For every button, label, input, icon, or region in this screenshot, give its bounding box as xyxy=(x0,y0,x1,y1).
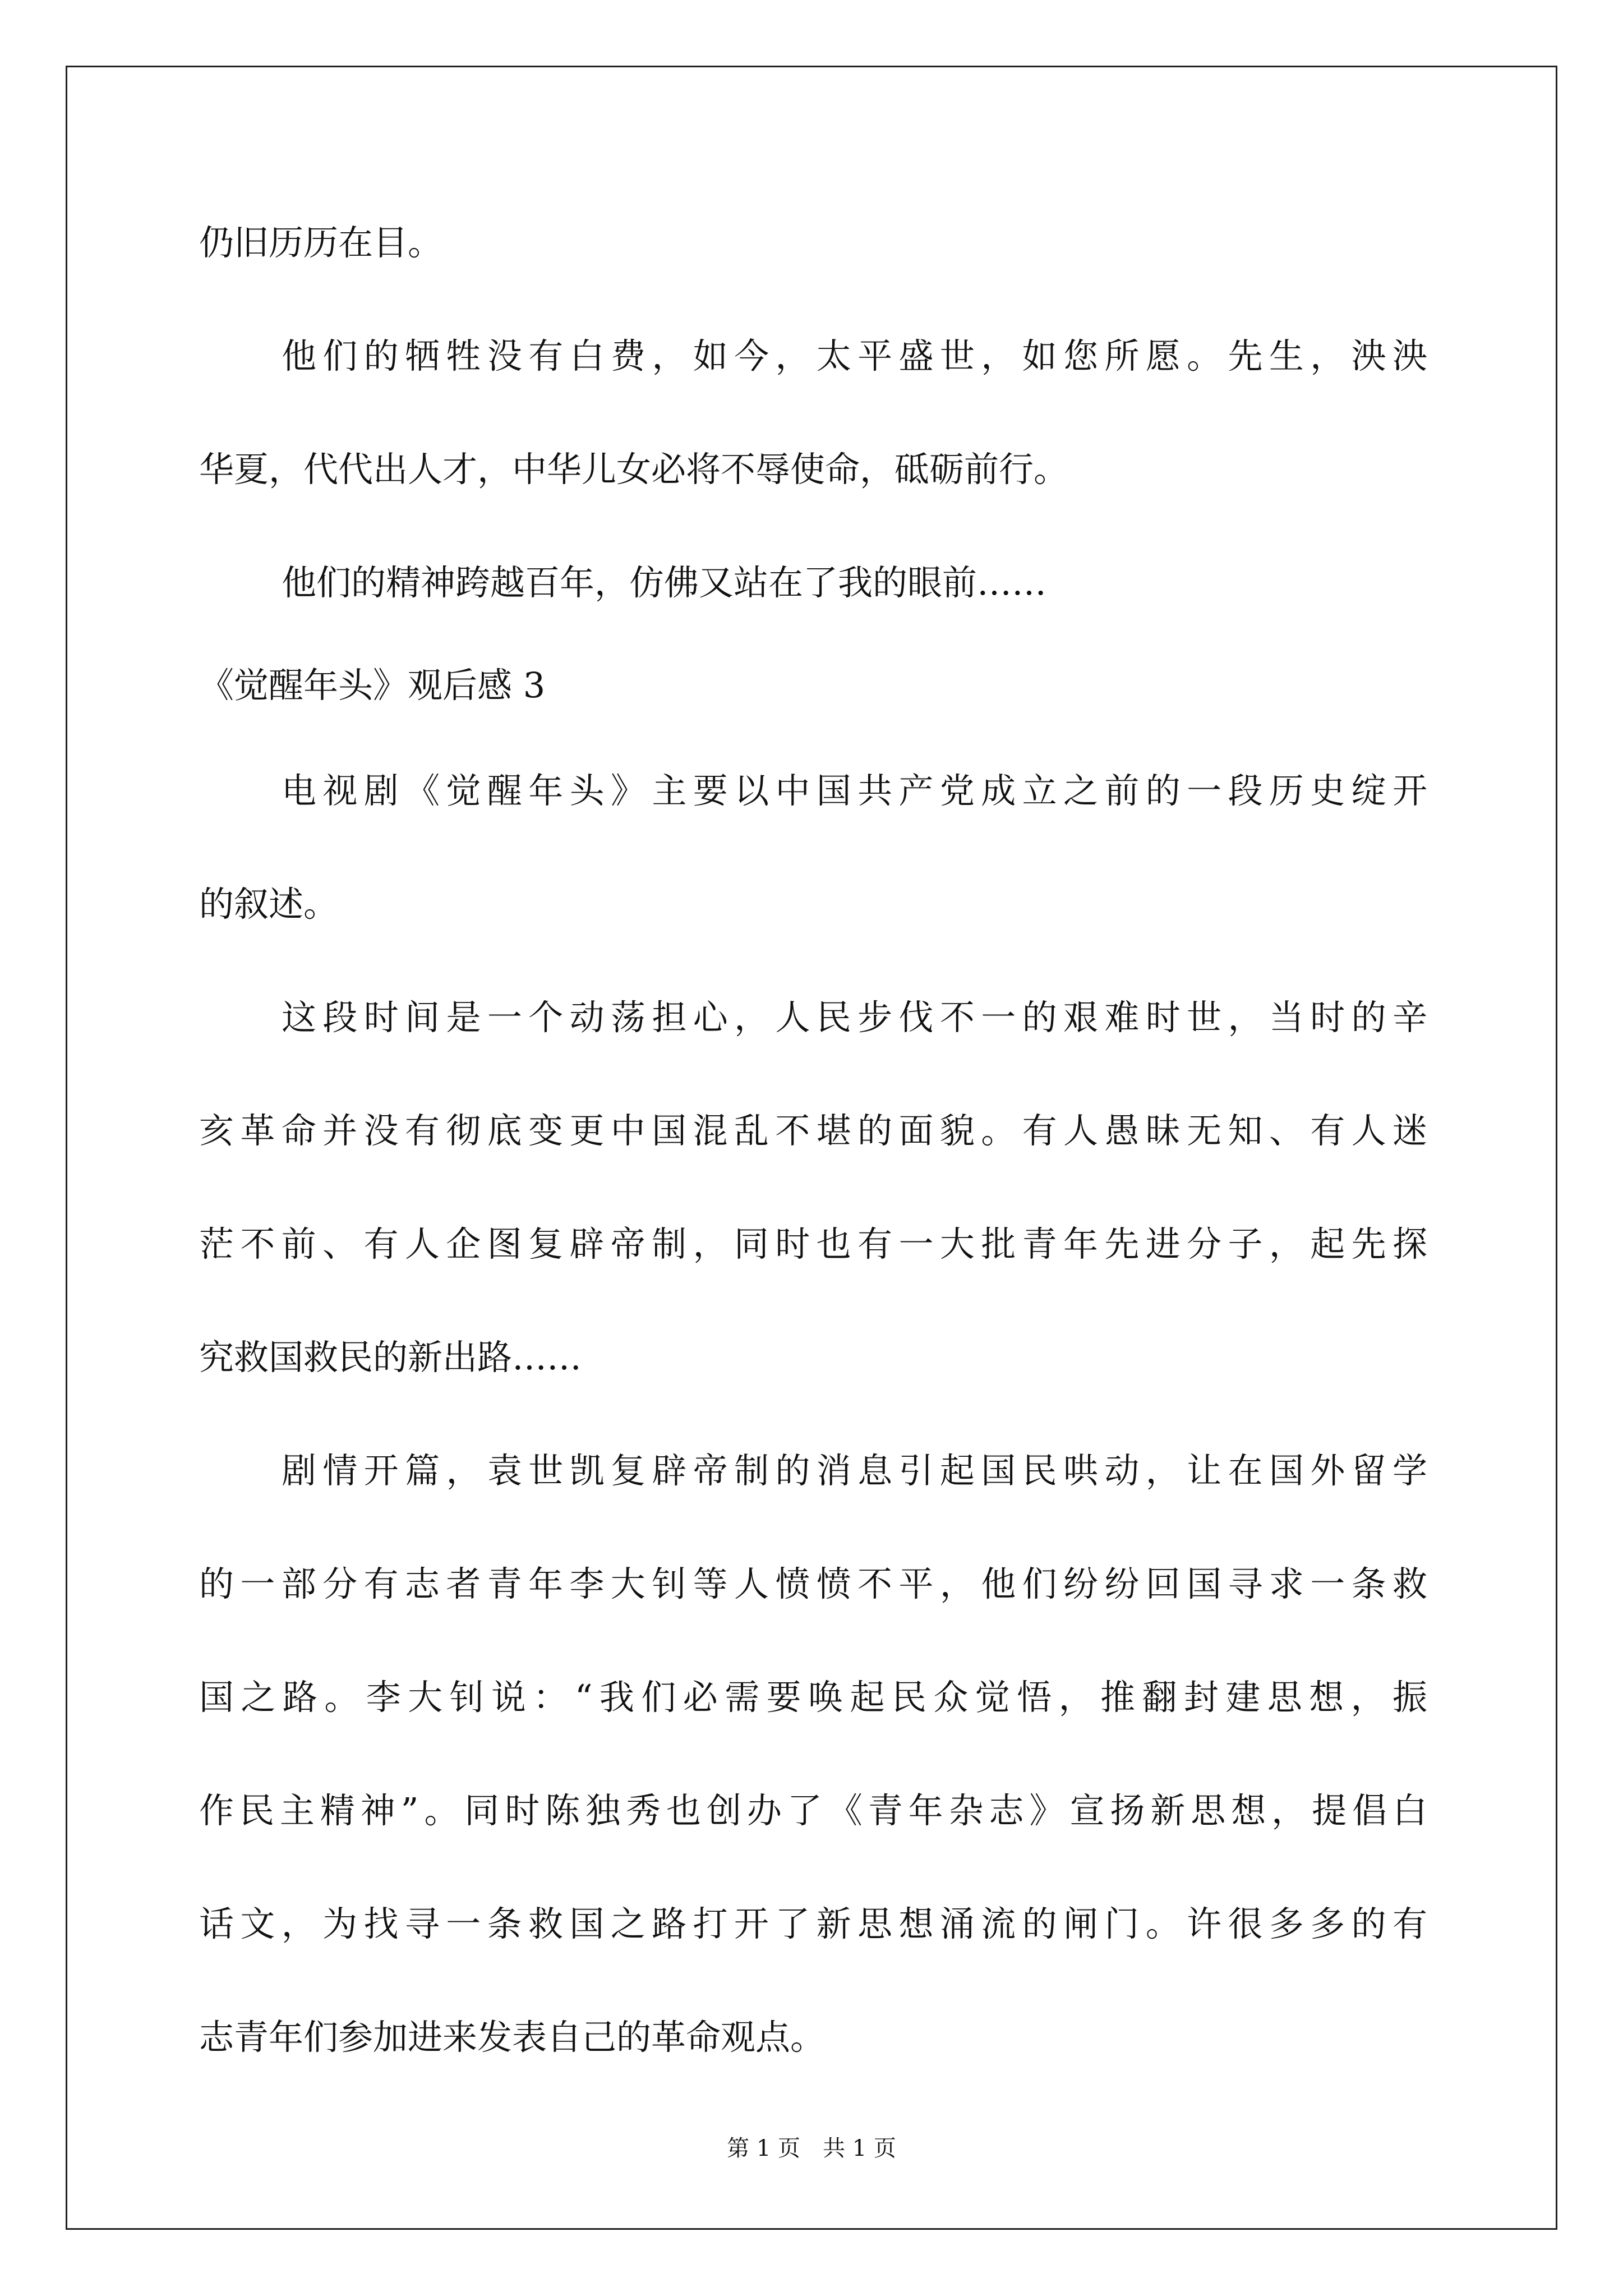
text-line: 亥革命并没有彻底变更中国混乱不堪的面貌。有人愚昧无知、有人迷 xyxy=(199,1110,1427,1151)
paragraph-line: 剧情开篇，袁世凯复辟帝制的消息引起国民哄动，让在国外留学 xyxy=(282,1450,1427,1491)
text-line: 话文，为找寻一条救国之路打开了新思想涌流的闸门。许很多多的有 xyxy=(199,1903,1427,1944)
text-line: 茫不前、有人企图复辟帝制，同时也有一大批青年先进分子，起先探 xyxy=(199,1223,1427,1264)
paragraph-line: 他们的精神跨越百年，仿佛又站在了我的眼前…… xyxy=(282,562,1047,603)
paragraph-line: 这段时间是一个动荡担心，人民步伐不一的艰难时世，当时的辛 xyxy=(282,997,1427,1038)
text-line: 作民主精神”。同时陈独秀也创办了《青年杂志》宣扬新思想，提倡白 xyxy=(199,1790,1427,1831)
paragraph-line: 他们的牺牲没有白费，如今，太平盛世，如您所愿。先生，泱泱 xyxy=(282,335,1427,376)
text-line: 仍旧历历在目。 xyxy=(199,222,443,263)
text-line: 究救国救民的新出路…… xyxy=(199,1337,582,1378)
text-line: 国之路。李大钊说：“我们必需要唤起民众觉悟，推翻封建思想，振 xyxy=(199,1677,1427,1718)
text-line: 的叙述。 xyxy=(199,884,339,924)
section-heading: 《觉醒年头》观后感 3 xyxy=(199,665,546,706)
page-indicator: 第 1 页 共 1 页 xyxy=(727,2136,896,2161)
paragraph-line: 电视剧《觉醒年头》主要以中国共产党成立之前的一段历史绽开 xyxy=(282,770,1427,811)
text-line: 志青年们参加进来发表自己的革命观点。 xyxy=(199,2017,826,2058)
text-line: 华夏，代代出人才，中华儿女必将不辱使命，砥砺前行。 xyxy=(199,449,1069,490)
text-line: 的一部分有志者青年李大钊等人愤愤不平，他们纷纷回国寻求一条救 xyxy=(199,1563,1427,1604)
